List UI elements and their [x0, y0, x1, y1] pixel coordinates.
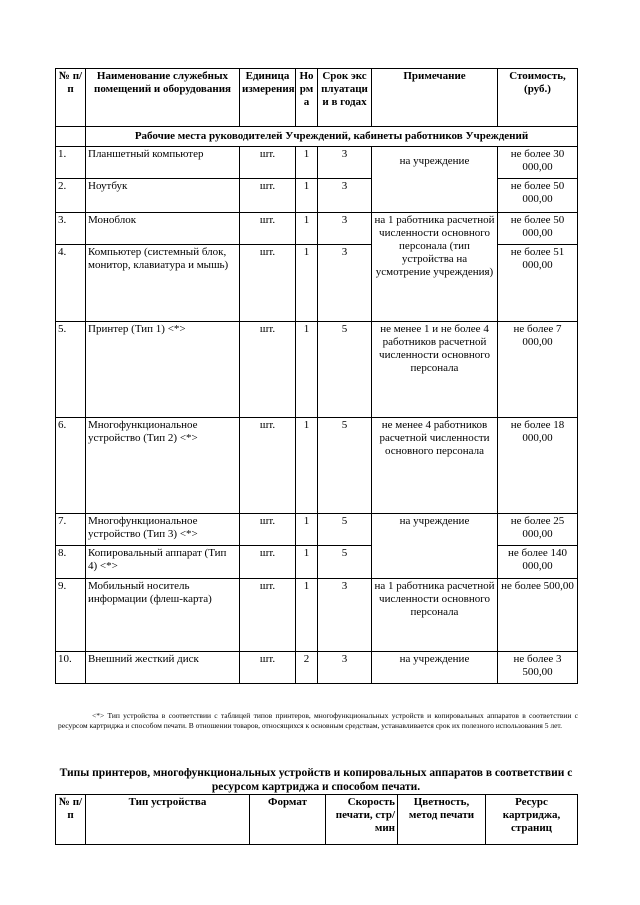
cell-note: на 1 работника расчетной численности основного персонала: [372, 579, 498, 652]
col-header-name: Наименование служебных помещений и оборудования: [86, 69, 240, 127]
cell-cost: не более 7 000,00: [498, 322, 578, 418]
cell-term: 5: [318, 418, 372, 514]
section-row: [56, 127, 578, 147]
cell-term: 3: [318, 147, 372, 179]
col-header-term: Срок эксплуатации в годах: [318, 69, 372, 127]
cell-unit: шт.: [240, 579, 296, 652]
cell-term: 5: [318, 546, 372, 579]
cell-note: на учреждение: [372, 652, 498, 684]
cell-unit: шт.: [240, 322, 296, 418]
cell-unit: шт.: [240, 245, 296, 322]
col-header-num: № п/п: [56, 795, 86, 845]
cell-num: 1.: [56, 147, 86, 179]
cell-unit: шт.: [240, 652, 296, 684]
cell-cost: не более 140 000,00: [498, 546, 578, 579]
cell-norm: 1: [296, 418, 318, 514]
cell-num: 2.: [56, 179, 86, 213]
cell-term: 3: [318, 245, 372, 322]
table-row: [56, 418, 578, 514]
col-header-note: Примечание: [372, 69, 498, 127]
cell-note: не менее 1 и не более 4 работников расчетной численности основного персонала: [372, 322, 498, 418]
cell-norm: 1: [296, 514, 318, 546]
cell-num: 6.: [56, 418, 86, 514]
cell-num: 7.: [56, 514, 86, 546]
col-header-num: № п/п: [56, 69, 86, 127]
cell-unit: шт.: [240, 546, 296, 579]
col-header-format: Формат: [250, 795, 326, 845]
cell-term: 3: [318, 179, 372, 213]
cell-cost: не более 18 000,00: [498, 418, 578, 514]
cell-cost: не более 50 000,00: [498, 213, 578, 245]
cell-num: 3.: [56, 213, 86, 245]
col-header-color: Цветность, метод печати: [398, 795, 486, 845]
table-row: [56, 147, 578, 179]
cell-cost: не более 51 000,00: [498, 245, 578, 322]
cell-name: Копировальный аппарат (Тип 4) <*>: [86, 546, 240, 579]
cell-norm: 1: [296, 245, 318, 322]
cell-norm: 1: [296, 147, 318, 179]
cell-term: 5: [318, 514, 372, 546]
cell-cost: не более 3 500,00: [498, 652, 578, 684]
table-row: [56, 213, 578, 245]
cell-term: 5: [318, 322, 372, 418]
cell-num: 8.: [56, 546, 86, 579]
section-title: Рабочие места руководителей Учреждений, кабинеты работников Учреждений: [86, 127, 578, 147]
cell-note: на учреждение: [372, 147, 498, 213]
cell-term: 3: [318, 213, 372, 245]
cell-name: Планшетный компьютер: [86, 147, 240, 179]
cell-norm: 2: [296, 652, 318, 684]
table-header-row: [56, 795, 578, 845]
cell-name: Компьютер (системный блок, монитор, клавиатура и мышь): [86, 245, 240, 322]
cell-cost: не более 25 000,00: [498, 514, 578, 546]
col-header-norm: Норма: [296, 69, 318, 127]
col-header-speed: Скорость печати, стр/мин: [326, 795, 398, 845]
cell-name: Мобильный носитель информации (флеш-карта): [86, 579, 240, 652]
cell-note: на учреждение: [372, 514, 498, 579]
col-header-type: Тип устройства: [86, 795, 250, 845]
cell-name: Принтер (Тип 1) <*>: [86, 322, 240, 418]
footnote: <*> Тип устройства в соответствии с таблицей типов принтеров, многофункциональных устройств и копировальных аппаратов в соответствии с ресурсом картриджа и способом печати. В отношении товаров, относящихся к основным средствам, устанавливается срок их полезного использования 5 лет.: [58, 711, 578, 730]
device-types-table: [55, 794, 578, 845]
cell-name: Многофункциональное устройство (Тип 2) <*>: [86, 418, 240, 514]
cell-num: 10.: [56, 652, 86, 684]
cell-cost: не более 500,00: [498, 579, 578, 652]
table-row: [56, 179, 578, 213]
table-header-row: [56, 69, 578, 127]
cell-term: 3: [318, 579, 372, 652]
cell-name: Внешний жесткий диск: [86, 652, 240, 684]
cell-cost: не более 50 000,00: [498, 179, 578, 213]
cell-name: Многофункциональное устройство (Тип 3) <*>: [86, 514, 240, 546]
cell-norm: 1: [296, 579, 318, 652]
cell-norm: 1: [296, 546, 318, 579]
col-header-unit: Единица измерения: [240, 69, 296, 127]
cell-name: Ноутбук: [86, 179, 240, 213]
cell-num: 5.: [56, 322, 86, 418]
cell-num: 9.: [56, 579, 86, 652]
table-row: [56, 514, 578, 546]
table-row: [56, 546, 578, 579]
cell-norm: 1: [296, 213, 318, 245]
col-header-resource: Ресурс картриджа, страниц: [486, 795, 578, 845]
cell-cost: не более 30 000,00: [498, 147, 578, 179]
cell-unit: шт.: [240, 514, 296, 546]
col-header-cost: Стоимость, (руб.): [498, 69, 578, 127]
table-row: [56, 245, 578, 322]
section-heading: Типы принтеров, многофункциональных устройств и копировальных аппаратов в соответствии с ресурсом картриджа и способом печати.: [59, 767, 573, 793]
cell-norm: 1: [296, 179, 318, 213]
cell-term: 3: [318, 652, 372, 684]
cell-note: не менее 4 работников расчетной численности основного персонала: [372, 418, 498, 514]
cell-name: Моноблок: [86, 213, 240, 245]
equipment-norms-table: [55, 68, 578, 684]
cell-note: на 1 работника расчетной численности основного персонала (тип устройства на усмотрение учреждения): [372, 213, 498, 322]
cell-num: 4.: [56, 245, 86, 322]
table-row: [56, 652, 578, 684]
cell-norm: 1: [296, 322, 318, 418]
table-row: [56, 322, 578, 418]
table-row: [56, 579, 578, 652]
cell-unit: шт.: [240, 213, 296, 245]
cell-unit: шт.: [240, 147, 296, 179]
cell-unit: шт.: [240, 418, 296, 514]
cell-unit: шт.: [240, 179, 296, 213]
